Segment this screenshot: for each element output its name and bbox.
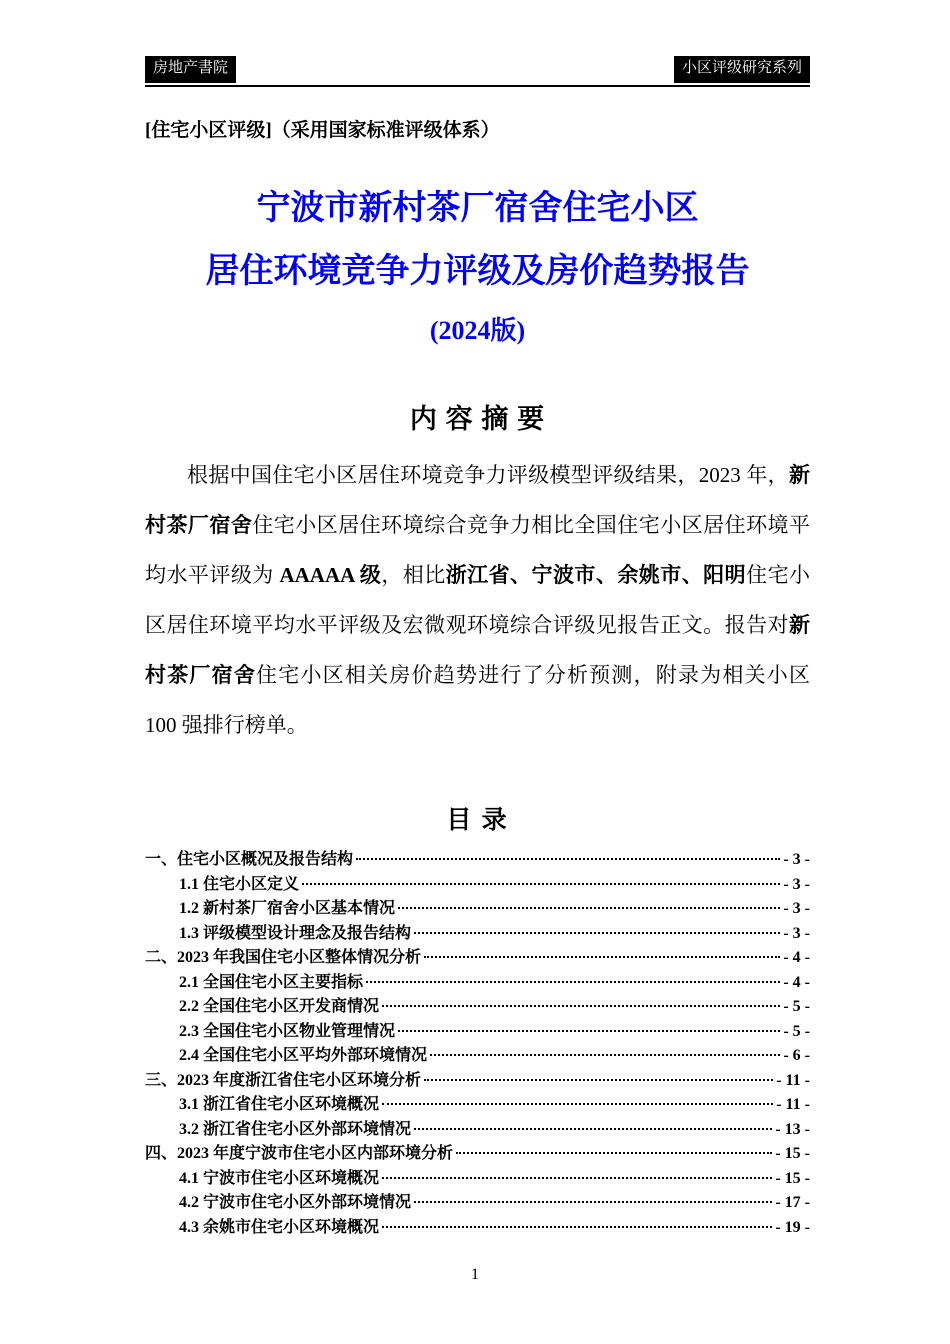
toc-item-page: - 11 - xyxy=(776,1071,810,1089)
toc-item-label: 1.3 评级模型设计理念及报告结构 xyxy=(179,924,412,942)
abstract-text: 住宅小区居住环境综合竞争力相比全国住宅小区居住环境平均水平评级为 xyxy=(145,513,811,588)
abstract-bold-text: 新村茶厂宿舍 xyxy=(145,463,810,538)
toc-item[interactable] xyxy=(145,971,810,996)
toc-heading: 目 录 xyxy=(446,807,509,835)
toc-item[interactable] xyxy=(145,1191,810,1216)
toc-item-page: - 5 - xyxy=(783,998,810,1016)
toc-item-label: 4.1 宁波市住宅小区环境概况 xyxy=(179,1169,380,1187)
toc-item-page: - 3 - xyxy=(783,924,810,942)
toc-item-label: 一、住宅小区概况及报告结构 xyxy=(145,851,354,869)
abstract-text: 住宅小区居住环境平均水平评级及宏微观环境综合评级见报告正文。报告对 xyxy=(145,563,811,638)
toc-item-page: - 5 - xyxy=(783,1022,810,1040)
toc-item-label: 1.1 住宅小区定义 xyxy=(179,875,300,893)
toc-item-page: - 11 - xyxy=(776,1096,810,1114)
toc-item[interactable] xyxy=(145,1044,810,1069)
report-edition: (2024版) xyxy=(429,316,526,346)
toc-item[interactable] xyxy=(145,1020,810,1045)
toc-item-page: - 15 - xyxy=(775,1169,810,1187)
abstract-text: 住宅小区相关房价趋势进行了分析预测，附录为相关小区 100 强排行榜单。 xyxy=(145,663,811,738)
toc-item-label: 四、2023 年度宁波市住宅小区内部环境分析 xyxy=(145,1145,454,1163)
toc-item-page: - 3 - xyxy=(783,851,810,869)
abstract-text: 根据中国住宅小区居住环境竞争力评级模型评级结果，2023 年， xyxy=(187,463,789,488)
abstract-bold-text: AAAAA 级 xyxy=(279,563,382,588)
toc-item[interactable] xyxy=(145,1093,810,1118)
toc-item[interactable] xyxy=(145,873,810,898)
toc-item[interactable] xyxy=(145,1118,810,1143)
classification-line: [住宅小区评级]（采用国家标准评级体系） xyxy=(145,119,500,141)
page-header xyxy=(145,56,810,87)
toc-item-label: 2.4 全国住宅小区平均外部环境情况 xyxy=(179,1047,428,1065)
toc-item-page: - 4 - xyxy=(783,949,810,967)
toc-item-page: - 17 - xyxy=(775,1194,810,1212)
toc-item[interactable] xyxy=(145,897,810,922)
toc-item[interactable] xyxy=(145,922,810,947)
toc-item-label: 3.1 浙江省住宅小区环境概况 xyxy=(179,1096,380,1114)
toc-item-page: - 3 - xyxy=(783,875,810,893)
toc-item[interactable] xyxy=(145,995,810,1020)
toc-item-label: 2.1 全国住宅小区主要指标 xyxy=(179,973,364,991)
abstract-heading: 内 容 摘 要 xyxy=(409,404,546,435)
abstract-bold-text: 浙江省、宁波市、余姚市、阳明 xyxy=(445,563,747,588)
toc-item[interactable] xyxy=(145,1142,810,1167)
abstract-text: ，相比 xyxy=(381,563,446,588)
toc-item-page: - 13 - xyxy=(775,1120,810,1138)
toc-item[interactable] xyxy=(145,1167,810,1192)
toc-item[interactable] xyxy=(145,1216,810,1241)
header-left-label: 房地产書院 xyxy=(145,56,236,83)
toc-item-label: 2.3 全国住宅小区物业管理情况 xyxy=(179,1022,396,1040)
toc-item-label: 2.2 全国住宅小区开发商情况 xyxy=(179,998,380,1016)
toc-item-label: 三、2023 年度浙江省住宅小区环境分析 xyxy=(145,1071,422,1089)
toc-item-page: - 3 - xyxy=(783,900,810,918)
toc-item[interactable] xyxy=(145,946,810,971)
toc-list xyxy=(145,848,810,1240)
toc-item[interactable] xyxy=(145,1069,810,1094)
toc-item-page: - 15 - xyxy=(775,1145,810,1163)
report-title-line1: 宁波市新村茶厂宿舍住宅小区 xyxy=(256,189,699,227)
abstract-bold-text: 新村茶厂宿舍 xyxy=(145,613,810,688)
toc-item-label: 二、2023 年我国住宅小区整体情况分析 xyxy=(145,949,422,967)
toc-item-page: - 4 - xyxy=(783,973,810,991)
toc-item-label: 4.3 余姚市住宅小区环境概况 xyxy=(179,1218,380,1236)
toc-item-label: 1.2 新村茶厂宿舍小区基本情况 xyxy=(179,900,396,918)
abstract-paragraph xyxy=(145,450,810,750)
toc-item-page: - 6 - xyxy=(783,1047,810,1065)
toc-item-label: 4.2 宁波市住宅小区外部环境情况 xyxy=(179,1194,412,1212)
toc-item-label: 3.2 浙江省住宅小区外部环境情况 xyxy=(179,1120,412,1138)
page-number: 1 xyxy=(471,1266,479,1283)
header-right-label: 小区评级研究系列 xyxy=(674,56,810,83)
toc-item-page: - 19 - xyxy=(775,1218,810,1236)
report-title-line2: 居住环境竞争力评级及房价趋势报告 xyxy=(205,252,750,290)
toc-item[interactable] xyxy=(145,848,810,873)
